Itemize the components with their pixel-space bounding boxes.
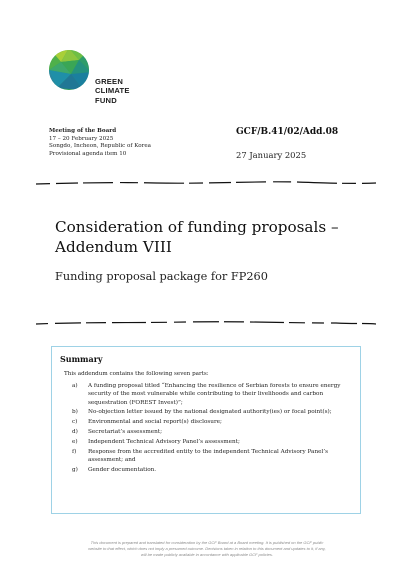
- list-item-letter: f): [72, 449, 77, 456]
- list-item-text: Environmental and social report(s) disclosure;: [88, 419, 222, 426]
- divider-top: [36, 180, 376, 186]
- meeting-heading: Meeting of the Board: [49, 128, 117, 134]
- list-item-letter: g): [72, 467, 78, 474]
- footer-line-2: website to that effect, which does not imply a presumed outcome. Decisions taken in relation to this document and updates to it, if any,: [88, 546, 326, 551]
- summary-title: Summary: [60, 354, 103, 364]
- summary-box: [51, 346, 361, 514]
- footer-line-1: This document is prepared and translated for consideration by the GCF Board at a Board meeting. It is published on the GCF public: [90, 540, 324, 545]
- summary-intro: This addendum contains the following seven parts:: [64, 371, 209, 377]
- document-symbol: GCF/B.41/02/Add.08: [236, 127, 339, 137]
- list-item: [72, 438, 358, 446]
- list-item-letter: b): [72, 409, 78, 416]
- list-item-text: No-objection letter issued by the national designated authority(ies) or focal point(s);: [88, 409, 332, 416]
- list-item-letter: d): [72, 429, 78, 436]
- list-item-text: Secretariat’s assessment;: [88, 429, 163, 436]
- brand-wordmark: [95, 77, 130, 105]
- document-date: 27 January 2025: [236, 150, 307, 160]
- list-item: [72, 408, 358, 416]
- meeting-dates: 17 – 20 February 2025: [49, 135, 114, 142]
- list-item-letter: c): [72, 419, 78, 426]
- brand-line-1: GREEN: [95, 77, 124, 86]
- summary-list: [72, 382, 358, 476]
- page-subtitle: Funding proposal package for FP260: [55, 270, 268, 283]
- list-item: [72, 448, 358, 465]
- gcf-logo: [49, 48, 149, 118]
- title-line-2: Addendum VIII: [55, 237, 172, 256]
- title-line-1: Consideration of funding proposals –: [55, 218, 339, 236]
- brand-line-3: FUND: [95, 95, 117, 105]
- list-item-text: Response from the accredited entity to the independent Technical Advisory Panel’s assessment; and: [88, 449, 329, 464]
- list-item: [72, 418, 358, 426]
- list-item-text: A funding proposal titled “Enhancing the resilience of Serbian forests to ensure energy security of the most vulnerable while contributing to their livelihoods and carbon sequestration (FOREST Invest)”;: [88, 383, 341, 406]
- footer-disclaimer: [46, 540, 368, 558]
- list-item-letter: a): [72, 383, 78, 389]
- list-item: [72, 428, 358, 436]
- list-item: [72, 466, 358, 474]
- list-item-text: Independent Technical Advisory Panel’s assessment;: [88, 439, 240, 446]
- divider-bottom: [36, 320, 376, 326]
- meeting-agenda: Provisional agenda item 10: [49, 150, 127, 157]
- meeting-location: Songdo, Incheon, Republic of Korea: [49, 143, 151, 150]
- list-item-text: Gender documentation.: [88, 467, 157, 474]
- globe-icon: [49, 48, 91, 92]
- footer-line-3: will be made publicly available in accordance with applicable GCF policies.: [141, 552, 273, 557]
- meeting-info: [49, 128, 151, 158]
- list-item: [72, 382, 358, 407]
- list-item-letter: e): [72, 439, 78, 446]
- brand-line-2: CLIMATE: [95, 86, 130, 96]
- page-title: [55, 218, 339, 257]
